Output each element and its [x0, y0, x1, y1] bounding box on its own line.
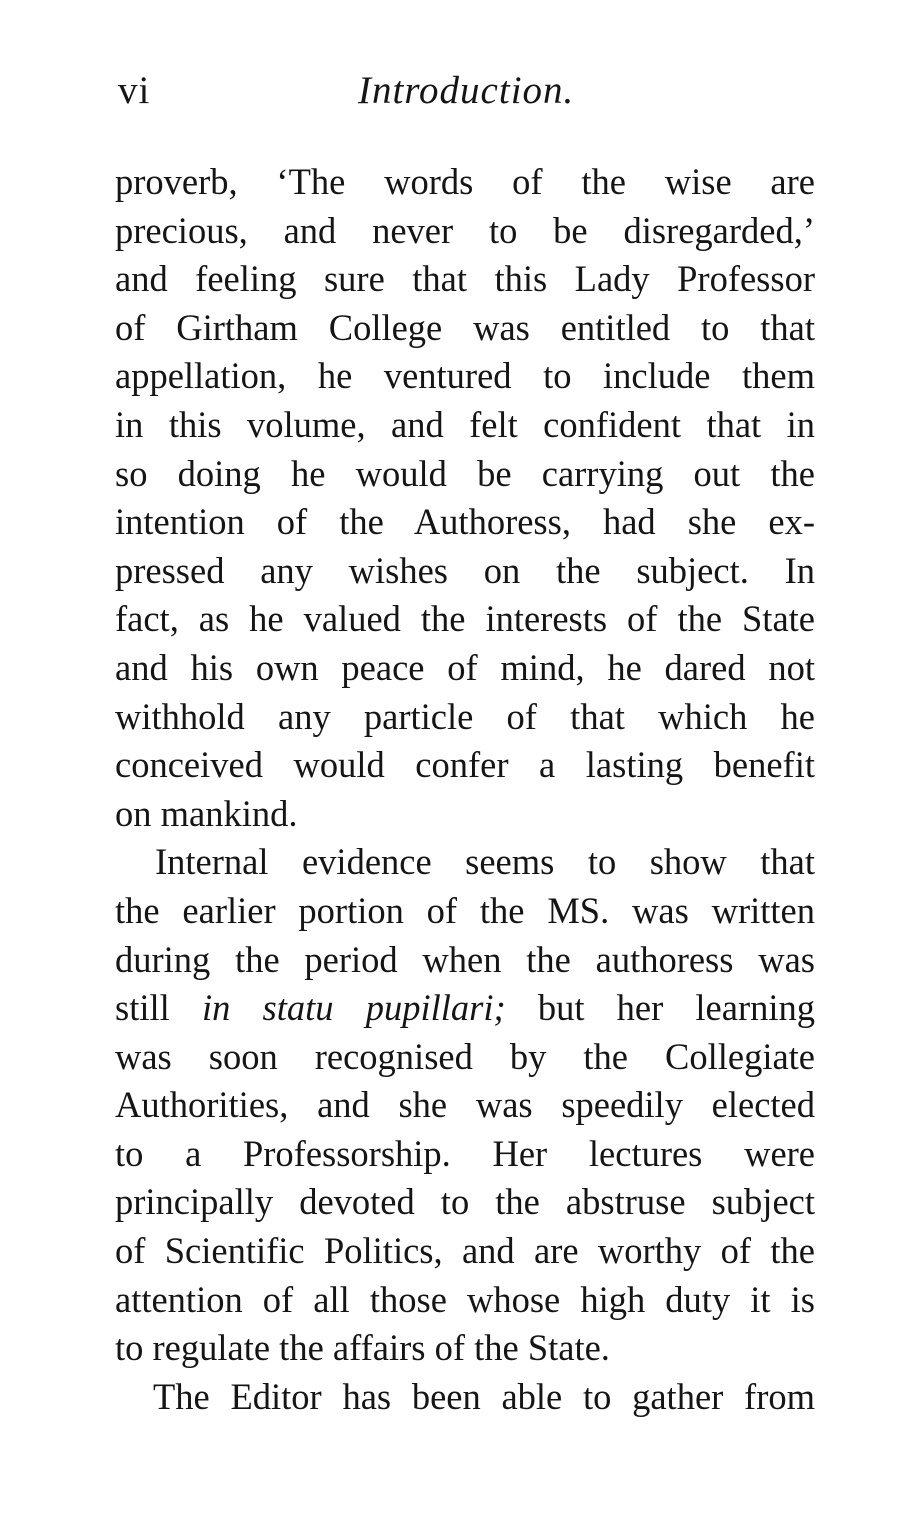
text-line: conceived would confer a lasting benefit	[115, 744, 815, 786]
text-line-paragraph-start: The Editor has been able to gather from	[153, 1375, 815, 1417]
text-line: attention of all those whose high duty it is	[115, 1278, 815, 1320]
text-line: intention of the Authoress, had she ex-	[115, 501, 815, 543]
text-line: withhold any particle of that which he	[115, 695, 815, 737]
body-text	[115, 158, 815, 1421]
text-line: precious, and never to be disregarded,’	[115, 209, 815, 251]
running-head	[118, 66, 818, 116]
text-line: in this volume, and felt confident that in	[115, 403, 815, 445]
text-line: the earlier portion of the MS. was written	[115, 889, 815, 931]
text-line-with-latin-phrase	[115, 984, 815, 1033]
text-line: appellation, he ventured to include them	[115, 355, 815, 397]
text-line: to a Professorship. Her lectures were	[115, 1132, 815, 1174]
text-line: principally devoted to the abstruse subject	[115, 1181, 815, 1223]
page-number: vi	[118, 69, 151, 112]
text-line: to regulate the affairs of the State.	[115, 1327, 610, 1369]
text-line: and feeling sure that this Lady Professor	[115, 258, 815, 300]
text-line: pressed any wishes on the subject. In	[115, 549, 815, 591]
chapter-title: Introduction.	[358, 69, 575, 112]
text-line: on mankind.	[115, 792, 298, 834]
latin-phrase: in statu pupillari;	[201, 987, 506, 1029]
text-line: proverb, ‘The words of the wise are	[115, 161, 815, 202]
text-line: of Girtham College was entitled to that	[115, 306, 815, 348]
text-fragment: still	[115, 987, 170, 1029]
text-line: was soon recognised by the Collegiate	[115, 1035, 815, 1077]
text-fragment: but her learning	[537, 987, 816, 1029]
text-line-paragraph-start: Internal evidence seems to show that	[155, 841, 815, 883]
text-line: Authorities, and she was speedily elected	[115, 1084, 815, 1126]
text-line: of Scientific Politics, and are worthy of the	[115, 1230, 815, 1272]
text-line: so doing he would be carrying out the	[115, 452, 815, 494]
text-line: and his own peace of mind, he dared not	[115, 646, 815, 688]
text-line: during the period when the authoress was	[115, 938, 815, 980]
text-line: fact, as he valued the interests of the State	[115, 598, 815, 640]
